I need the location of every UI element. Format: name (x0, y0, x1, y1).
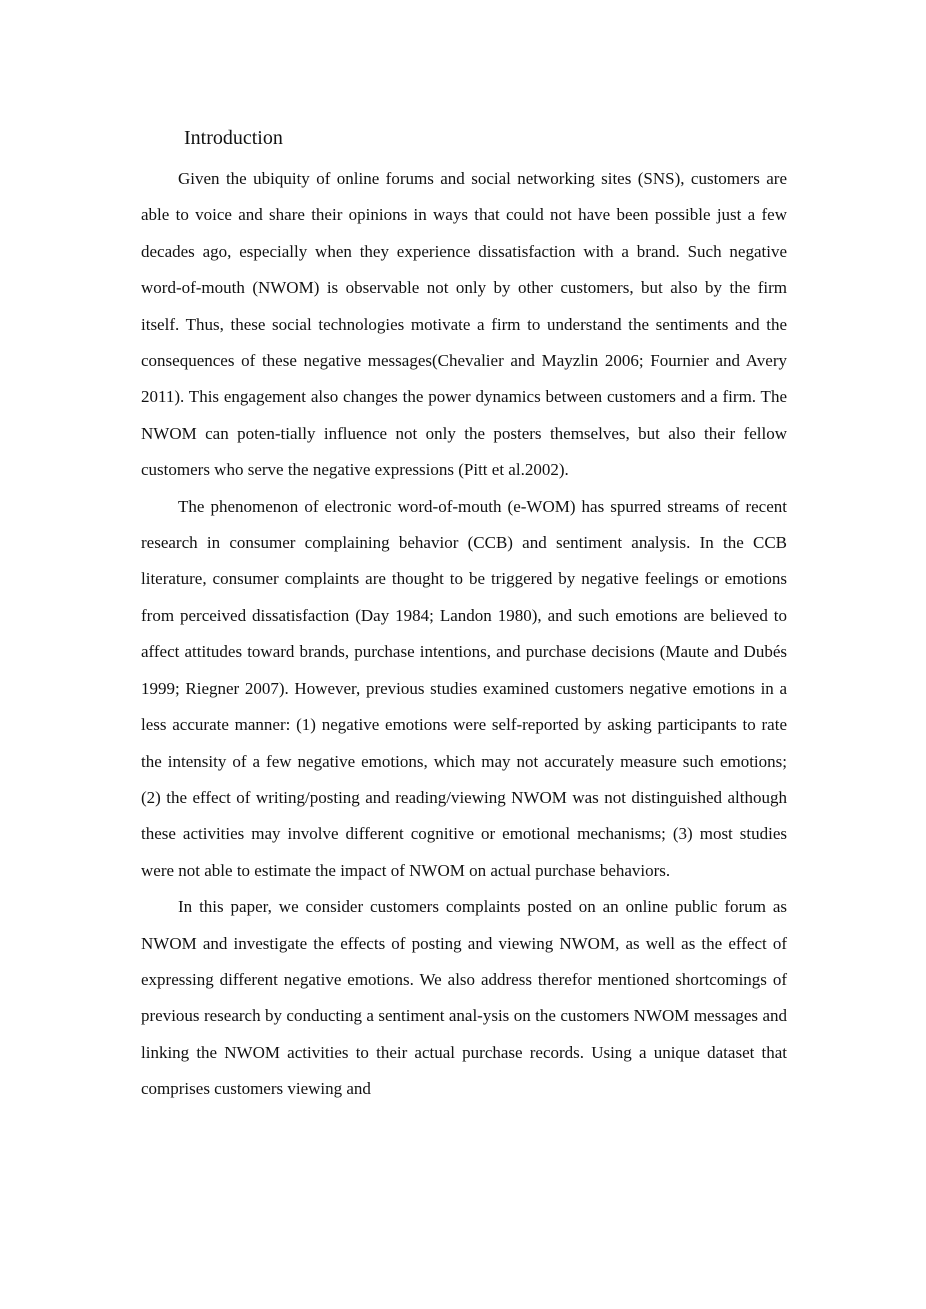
paragraph-2: The phenomenon of electronic word-of-mouth (e-WOM) has spurred streams of recent research in consumer complaining behavior (CCB) and sentiment analysis. In the CCB literature, consumer complaints are thought to be triggered by negative feelings or emotions from perceived dissatisfaction (Day 1984; Landon 1980), and such emotions are believed to affect attitudes toward brands, purchase intentions, and purchase decisions (Maute and Dubés 1999; Riegner 2007). However, previous studies examined customers negative emotions in a less accurate manner: (1) negative emotions were self-reported by asking participants to rate the intensity of a few negative emotions, which may not accurately measure such emotions; (2) the effect of writing/posting and reading/viewing NWOM was not distinguished although these activities may involve different cognitive or emotional mechanisms; (3) most studies were not able to estimate the impact of NWOM on actual purchase behaviors. (141, 496, 787, 880)
section-heading: Introduction (184, 127, 283, 149)
paragraph-3: In this paper, we consider customers complaints posted on an online public forum as NWOM and investigate the effects of posting and viewing NWOM, as well as the effect of expressing different negative emotions. We also address therefor mentioned shortcomings of previous research by conducting a sentiment anal-ysis on the customers NWOM messages and linking the NWOM activities to their actual purchase records. Using a unique dataset that comprises customers viewing and (141, 897, 787, 1099)
paragraph-1: Given the ubiquity of online forums and social networking sites (SNS), customers are able to voice and share their opinions in ways that could not have been possible just a few decades ago, especially when they experience dissatisfaction with a brand. Such negative word-of-mouth (NWOM) is observable not only by other customers, but also by the firm itself. Thus, these social technologies motivate a firm to understand the sentiments and the consequences of these negative messages(Chevalier and Mayzlin 2006; Fournier and Avery 2011). This engagement also changes the power dynamics between customers and a firm. The NWOM can poten-tially influence not only the posters themselves, but also their fellow customers who serve the negative expressions (Pitt et al.2002). (141, 169, 787, 480)
body-text (141, 161, 787, 1108)
